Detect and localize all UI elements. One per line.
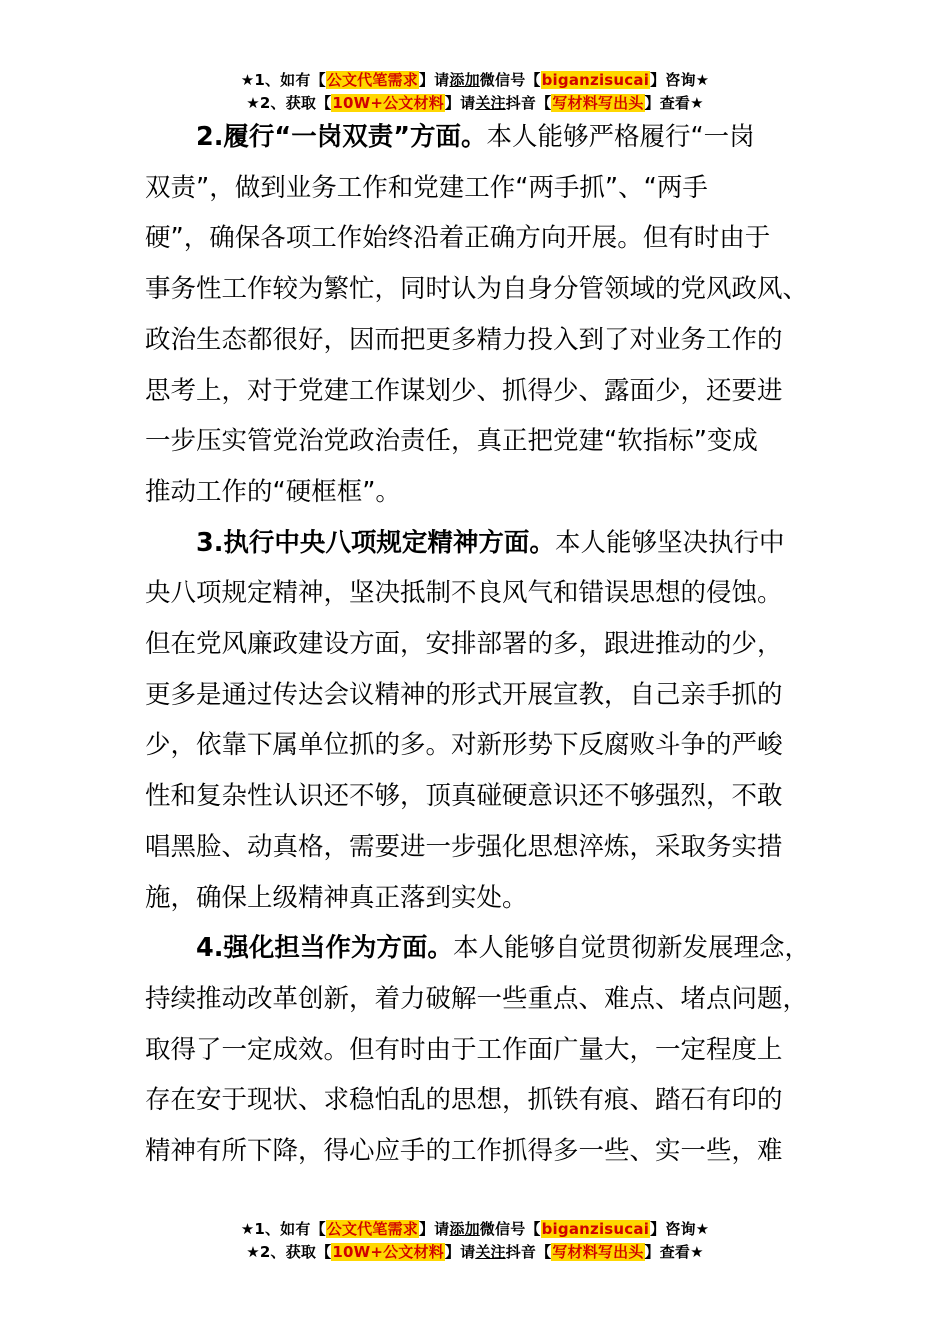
bottom-banner [0,1218,950,1264]
banner-text: 】咨询★ [650,71,710,89]
paragraph-line: 施，确保上级精神真正落到实处。 [145,882,528,913]
highlight-service: 公文代笔需求 [326,71,418,89]
text: 本人能够自觉贯彻新发展理念， [452,933,810,964]
banner-text: 】请 [418,1220,450,1238]
document-body [145,112,810,1177]
paragraph-line: 性和复杂性认识还不够，顶真碰硬意识还不够强烈，不敢 [145,781,783,812]
paragraph-line: 双责”，做到业务工作和党建工作“两手抓”、“两手 [145,172,708,203]
paragraph-line: 持续推动改革创新，着力破解一些重点、难点、堵点问题， [145,983,809,1014]
paragraph-line: 政治生态都很好，因而把更多精力投入到了对业务工作的 [145,324,783,355]
underlined-text: 添加 [449,1220,480,1238]
section-heading: 4.强化担当作为方面。 [196,933,453,964]
paragraph-line: 硬”，确保各项工作始终沿着正确方向开展。但有时由于 [145,223,771,254]
banner-text: ★1、如有【 [240,71,326,89]
highlight-douyin-id: 写材料写出头 [552,1243,644,1261]
text: 本人能够严格履行“一岗 [486,122,755,152]
banner-text: ★2、获取【 [246,1243,332,1261]
top-banner [0,69,950,115]
banner-text: 】查看★ [644,94,704,112]
section-heading: 2.履行“一岗双责”方面。 [196,122,487,152]
paragraph-line: 唱黑脸、动真格，需要进一步强化思想淬炼，采取务实措 [145,831,783,862]
section-3 [145,518,807,924]
banner-text: 】请 [444,1243,476,1261]
banner-text: 】请 [418,71,450,89]
highlight-materials: 10W+公文材料 [332,94,444,112]
underlined-text: 关注 [475,94,506,112]
paragraph-line: 存在安于现状、求稳怕乱的思想，抓铁有痕、踏石有印的 [145,1085,783,1116]
section-heading: 3.执行中央八项规定精神方面。 [196,527,555,558]
banner-line-1 [0,1218,950,1241]
paragraph-line: 更多是通过传达会议精神的形式开展宣教，自己亲手抓的 [145,679,783,710]
paragraph-line: 事务性工作较为繁忙，同时认为自身分管领域的党风政风、 [145,274,809,305]
paragraph-line: 一步压实管党治党政治责任，真正把党建“软指标”变成 [145,426,758,457]
highlight-wechat-id: biganzisucai [541,71,650,89]
paragraph-line: 但在党风廉政建设方面，安排部署的多，跟进推动的少， [145,629,783,660]
banner-text: 】查看★ [644,1243,704,1261]
underlined-text: 关注 [475,1243,506,1261]
highlight-douyin-id: 写材料写出头 [552,94,644,112]
paragraph-line [145,112,807,163]
banner-text: 】请 [444,94,476,112]
banner-text: 抖音【 [505,94,552,112]
paragraph-line: 精神有所下降，得心应手的工作抓得多一些、实一些，难 [145,1136,783,1167]
banner-line-2 [0,1241,950,1264]
highlight-service: 公文代笔需求 [326,1220,418,1238]
highlight-wechat-id: biganzisucai [541,1220,650,1238]
paragraph-line: 央八项规定精神，坚决抵制不良风气和错误思想的侵蚀。 [145,578,783,609]
paragraph-line [145,923,810,974]
paragraph-line: 推动工作的“硬框框”。 [145,476,401,507]
paragraph-line: 思考上，对于党建工作谋划少、抓得少、露面少，还要进 [145,375,783,406]
underlined-text: 添加 [449,71,480,89]
paragraph-line: 取得了一定成效。但有时由于工作面广量大，一定程度上 [145,1034,783,1065]
banner-text: ★2、获取【 [246,94,332,112]
paragraph-line: 少，依靠下属单位抓的多。对新形势下反腐败斗争的严峻 [145,730,783,761]
text: 本人能够坚决执行中 [554,527,785,558]
section-4 [145,923,810,1177]
banner-text: 微信号【 [479,71,541,89]
banner-text: 抖音【 [505,1243,552,1261]
paragraph-line [145,518,807,569]
banner-line-1 [0,69,950,92]
section-2 [145,112,807,518]
banner-text: 】咨询★ [650,1220,710,1238]
highlight-materials: 10W+公文材料 [332,1243,444,1261]
banner-text: 微信号【 [479,1220,541,1238]
banner-text: ★1、如有【 [240,1220,326,1238]
